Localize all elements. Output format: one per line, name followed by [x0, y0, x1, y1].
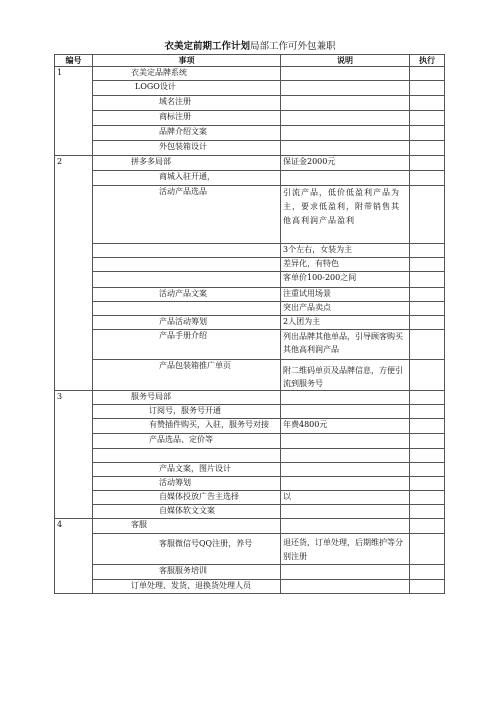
desc-cell: [281, 96, 410, 111]
exec-cell: [410, 96, 445, 111]
table-row: [55, 186, 445, 244]
item-cell: 拼多多局部: [93, 156, 281, 171]
table-row: [55, 302, 445, 316]
document-title: [0, 38, 500, 52]
item-cell: LOGO设计: [93, 81, 281, 96]
table-row: [55, 258, 445, 272]
exec-cell: [410, 360, 445, 391]
table-row: [55, 391, 445, 405]
item-cell: 衣美定品牌系统: [93, 67, 281, 81]
table-row: [55, 534, 445, 565]
table-row: [55, 288, 445, 302]
desc-cell: 列出品牌其他单品，引导顾客购买其他高利润产品: [281, 330, 410, 360]
desc-cell: 差异化，有特色: [281, 258, 410, 272]
item-cell: 产品活动筹划: [93, 316, 281, 330]
table-row: [55, 449, 445, 463]
exec-cell: [410, 288, 445, 302]
exec-cell: [410, 419, 445, 434]
item-cell: 自媒体投放广告主选择: [93, 491, 281, 505]
item-cell: 产品文案，图片设计: [93, 463, 281, 477]
header-item: 事项: [93, 55, 281, 67]
exec-cell: [410, 330, 445, 360]
desc-cell: [281, 171, 410, 186]
exec-cell: [410, 580, 445, 594]
table-row: [55, 111, 445, 126]
desc-cell: 客单价100-200之间: [281, 272, 410, 288]
table-row: [55, 491, 445, 505]
exec-cell: [410, 126, 445, 141]
desc-cell: 2人团为主: [281, 316, 410, 330]
exec-cell: [410, 534, 445, 565]
header-exec: 执行: [410, 55, 445, 67]
desc-cell: 突出产品卖点: [281, 302, 410, 316]
table-row: [55, 126, 445, 141]
exec-cell: [410, 463, 445, 477]
exec-cell: [410, 258, 445, 272]
desc-cell: [281, 580, 410, 594]
item-cell: 活动产品选品: [93, 186, 281, 244]
desc-cell: 保证金2000元: [281, 156, 410, 171]
item-cell: 活动筹划: [93, 477, 281, 491]
item-cell: 客服服务培训: [93, 565, 281, 580]
exec-cell: [410, 565, 445, 580]
exec-cell: [410, 434, 445, 449]
title-bold: 衣美定前期工作计划: [164, 41, 250, 52]
exec-cell: [410, 505, 445, 519]
table-row: [55, 580, 445, 594]
item-cell: 客服微信号QQ注册，养号: [93, 534, 281, 565]
item-cell: 品牌介绍文案: [93, 126, 281, 141]
item-cell: 有赞插件购买，入驻，服务号对接: [93, 419, 281, 434]
exec-cell: [410, 141, 445, 156]
desc-cell: [281, 391, 410, 405]
table-row: [55, 316, 445, 330]
exec-cell: [410, 272, 445, 288]
item-cell: [93, 272, 281, 288]
item-cell: [93, 449, 281, 463]
exec-cell: [410, 391, 445, 405]
desc-cell: 引流产品，低价低盈利产品为主，要求低盈利，附带销售其他高利润产品盈利: [281, 186, 410, 244]
section-number: 3: [55, 391, 93, 519]
table-row: [55, 434, 445, 449]
table-row: [55, 565, 445, 580]
table-row: [55, 244, 445, 258]
exec-cell: [410, 491, 445, 505]
desc-cell: [281, 434, 410, 449]
desc-cell: [281, 67, 410, 81]
title-rest: 局部工作可外包兼职: [250, 41, 336, 52]
exec-cell: [410, 67, 445, 81]
item-cell: [93, 302, 281, 316]
desc-cell: 以: [281, 491, 410, 505]
desc-cell: [281, 141, 410, 156]
desc-cell: [281, 477, 410, 491]
exec-cell: [410, 111, 445, 126]
desc-cell: [281, 405, 410, 419]
exec-cell: [410, 81, 445, 96]
section-number: 1: [55, 67, 93, 156]
item-cell: 域名注册: [93, 96, 281, 111]
exec-cell: [410, 405, 445, 419]
item-cell: 外包装箱设计: [93, 141, 281, 156]
item-cell: 产品手册介绍: [93, 330, 281, 360]
desc-cell: [281, 463, 410, 477]
exec-cell: [410, 316, 445, 330]
exec-cell: [410, 156, 445, 171]
item-cell: 自媒体软文文案: [93, 505, 281, 519]
table-row: [55, 156, 445, 171]
header-desc: 说明: [281, 55, 410, 67]
header-row: [55, 55, 445, 67]
item-cell: 订阅号，服务号开通: [93, 405, 281, 419]
header-num: 编号: [55, 55, 93, 67]
desc-cell: 附二维码单页及品牌信息，方便引流到服务号: [281, 360, 410, 391]
table-row: [55, 405, 445, 419]
table-row: [55, 477, 445, 491]
item-cell: 产品包装箱推广单页: [93, 360, 281, 391]
exec-cell: [410, 244, 445, 258]
desc-cell: 年费4800元: [281, 419, 410, 434]
exec-cell: [410, 186, 445, 244]
exec-cell: [410, 519, 445, 534]
item-cell: 服务号局部: [93, 391, 281, 405]
exec-cell: [410, 302, 445, 316]
exec-cell: [410, 449, 445, 463]
table-row: [55, 463, 445, 477]
desc-cell: [281, 111, 410, 126]
item-cell: 客服: [93, 519, 281, 534]
item-cell: 活动产品文案: [93, 288, 281, 302]
desc-cell: [281, 505, 410, 519]
table-row: [55, 141, 445, 156]
item-cell: 商标注册: [93, 111, 281, 126]
item-cell: 商城入驻开通，: [93, 171, 281, 186]
table-row: [55, 505, 445, 519]
item-cell: [93, 258, 281, 272]
desc-cell: 注重试用场景: [281, 288, 410, 302]
plan-table: [54, 54, 445, 594]
desc-cell: [281, 126, 410, 141]
table-row: [55, 171, 445, 186]
item-cell: [93, 244, 281, 258]
table-row: [55, 419, 445, 434]
exec-cell: [410, 477, 445, 491]
desc-cell: [281, 449, 410, 463]
table-row: [55, 360, 445, 391]
section-number: 4: [55, 519, 93, 594]
desc-cell: [281, 519, 410, 534]
table-row: [55, 81, 445, 96]
table-row: [55, 96, 445, 111]
desc-cell: 退还货，订单处理，后期维护等分别注册: [281, 534, 410, 565]
table-row: [55, 272, 445, 288]
table-row: [55, 330, 445, 360]
table-row: [55, 67, 445, 81]
desc-cell: [281, 81, 410, 96]
desc-cell: [281, 565, 410, 580]
table-row: [55, 519, 445, 534]
item-cell: 订单处理、发货、退换货处理人员: [93, 580, 281, 594]
section-number: 2: [55, 156, 93, 391]
exec-cell: [410, 171, 445, 186]
item-cell: 产品选品、定价等: [93, 434, 281, 449]
desc-cell: 3个左右，女装为主: [281, 244, 410, 258]
